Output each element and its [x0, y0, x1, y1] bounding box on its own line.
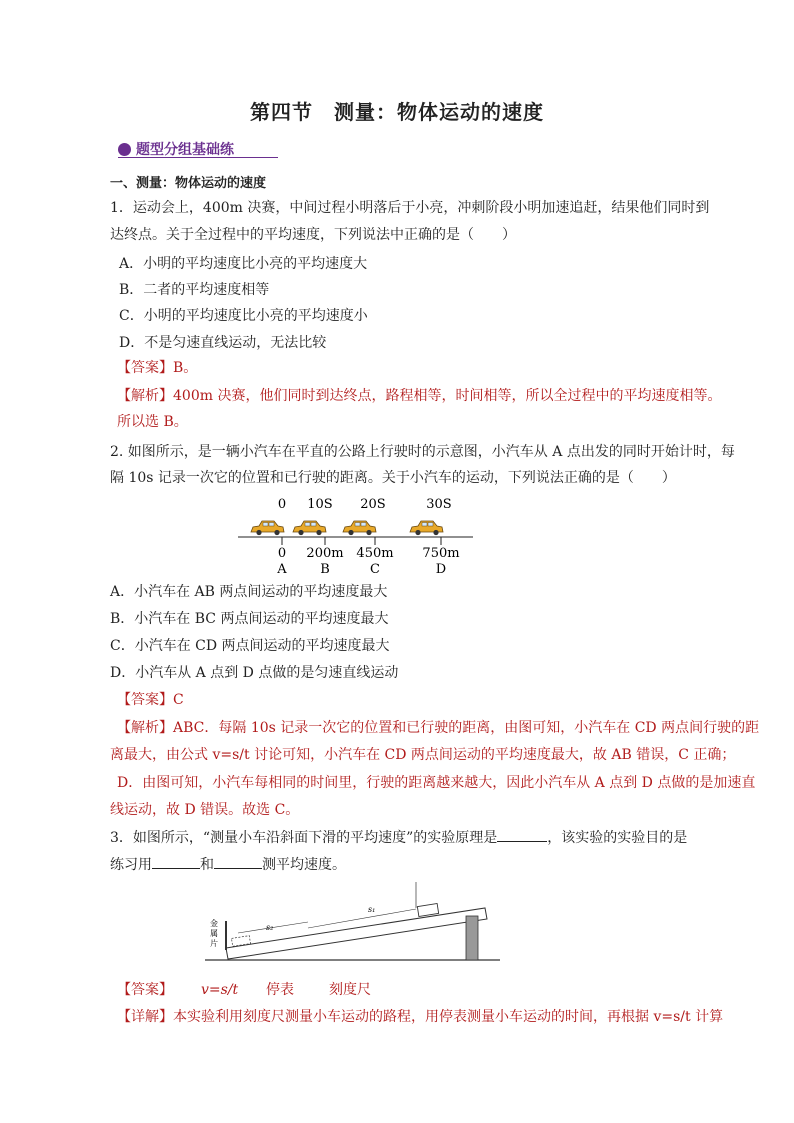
car-icon-d — [410, 521, 443, 535]
q3-blank-tool1 — [152, 854, 200, 869]
metal-plate-label-1: 金 — [210, 919, 218, 928]
q1-option-c: C．小明的平均速度比小亮的平均速度小 — [119, 308, 368, 324]
metal-plate-label-3: 片 — [210, 939, 218, 948]
q3-stem-part5: 测平均速度。 — [262, 857, 346, 873]
incline-board — [226, 908, 487, 959]
q1-analysis-line1 — [117, 386, 722, 406]
section-divider — [118, 157, 278, 158]
distance-label-b: 200m — [306, 546, 344, 561]
q1-analysis-label: 【解析】 — [117, 388, 173, 404]
q2-answer — [117, 690, 717, 710]
q3-answer-1: v=s/t — [201, 982, 239, 998]
distance-label-d: 750m — [422, 546, 460, 561]
cart — [417, 904, 438, 917]
point-label-d: D — [435, 562, 447, 577]
q1-stem-line1: 1．运动会上，400m 决赛，中间过程小明落后于小亮，冲刺阶段小明加速追赶，结果他们同时到 — [110, 200, 710, 216]
q1-analysis-line2: 所以选 B。 — [117, 414, 188, 430]
car-icon-b — [293, 521, 326, 535]
section-tag-label: 题型分组基础练 — [136, 142, 234, 158]
section-heading: 一、测量：物体运动的速度 — [110, 176, 267, 191]
q1-option-d: D．不是匀速直线运动，无法比较 — [119, 335, 327, 351]
incline-figure — [200, 878, 500, 966]
time-label-20s: 20S — [360, 497, 386, 512]
q2-option-d: D．小汽车从 A 点到 D 点做的是匀速直线运动 — [110, 665, 399, 681]
page-title: 第四节 测量：物体运动的速度 — [250, 100, 544, 124]
q3-answer-label: 【答案】 — [117, 982, 173, 998]
q3-stem-part3: 练习用 — [110, 857, 152, 873]
point-label-a: A — [277, 562, 287, 577]
q3-blank-principle — [497, 827, 547, 842]
car-icon-c — [343, 521, 376, 535]
q1-analysis-text1: 400m 决赛，他们同时到达终点，路程相等，时间相等，所以全过程中的平均速度相等。 — [173, 388, 722, 404]
time-label-30s: 30S — [426, 497, 452, 512]
q2-answer-label: 【答案】 — [117, 692, 173, 708]
q2-stem-line1: 2. 如图所示，是一辆小汽车在平直的公路上行驶时的示意图，小汽车从 A 点出发的同时开始计时，每 — [110, 444, 735, 460]
q2-stem-line2: 隔 10s 记录一次它的位置和已行驶的距离。关于小汽车的运动，下列说法正确的是（ ） — [110, 470, 676, 486]
q3-answer-2: 停表 — [266, 982, 294, 998]
q1-stem-line2: 达终点。关于全过程中的平均速度，下列说法中正确的是（ ） — [110, 227, 516, 243]
q2-analysis-line1 — [117, 718, 760, 738]
car-motion-figure — [236, 493, 476, 578]
q3-answer-3: 刻度尺 — [329, 982, 371, 998]
distance-label-a: 0 — [277, 546, 287, 561]
s1-label: s₁ — [368, 905, 376, 914]
q3-stem-part1: 3．如图所示，“测量小车沿斜面下滑的平均速度”的实验原理是 — [110, 830, 498, 846]
q2-analysis-line3: D．由图可知，小汽车每相同的时间里，行驶的距离越来越大，因此小汽车从 A 点到 D 点做的是加速直 — [117, 775, 756, 791]
q3-detail-label: 【详解】 — [117, 1009, 173, 1025]
metal-plate-label-2: 属 — [210, 929, 218, 938]
q3-answer — [117, 980, 717, 1000]
s2-label: s₂ — [266, 923, 274, 932]
q3-stem-part4: 和 — [200, 857, 214, 873]
bullet-dot-icon — [118, 143, 131, 156]
q3-detail-line1 — [117, 1007, 724, 1027]
q2-analysis-line4: 线运动，故 D 错误。故选 C。 — [110, 802, 300, 818]
q2-analysis-line2: 离最大，由公式 v=s/t 讨论可知，小汽车在 CD 两点间运动的平均速度最大，故 AB 错误，C 正确； — [110, 747, 736, 763]
q3-detail-text1: 本实验利用刻度尺测量小车运动的路程，用停表测量小车运动的时间，再根据 v=s/t 计算 — [173, 1009, 724, 1025]
support-block — [466, 916, 478, 960]
q2-analysis-text1: ABC．每隔 10s 记录一次它的位置和已行驶的距离，由图可知，小汽车在 CD 两点间行驶的距 — [173, 720, 760, 736]
time-label-0: 0 — [277, 497, 287, 512]
q2-option-c: C．小汽车在 CD 两点间运动的平均速度最大 — [110, 638, 390, 654]
section-tag — [118, 139, 234, 159]
q1-answer-label: 【答案】 — [117, 360, 173, 376]
car-icon-a — [251, 521, 284, 535]
q3-blank-tool2 — [214, 854, 262, 869]
q3-stem-line1 — [110, 827, 710, 848]
q3-stem-line2 — [110, 854, 710, 875]
q2-option-b: B．小汽车在 BC 两点间运动的平均速度最大 — [110, 611, 389, 627]
point-label-b: B — [320, 562, 330, 577]
point-label-c: C — [370, 562, 380, 577]
time-label-10s: 10S — [307, 497, 333, 512]
q1-option-b: B．二者的平均速度相等 — [119, 282, 270, 298]
q1-answer-value: B。 — [173, 360, 198, 376]
q1-answer — [117, 358, 717, 378]
q3-stem-part2: ，该实验的实验目的是 — [547, 830, 688, 846]
q1-option-a: A．小明的平均速度比小亮的平均速度大 — [119, 256, 368, 272]
q2-analysis-label: 【解析】 — [117, 720, 173, 736]
q2-option-a: A．小汽车在 AB 两点间运动的平均速度最大 — [110, 584, 388, 600]
q2-answer-value: C — [173, 692, 184, 708]
distance-label-c: 450m — [356, 546, 394, 561]
